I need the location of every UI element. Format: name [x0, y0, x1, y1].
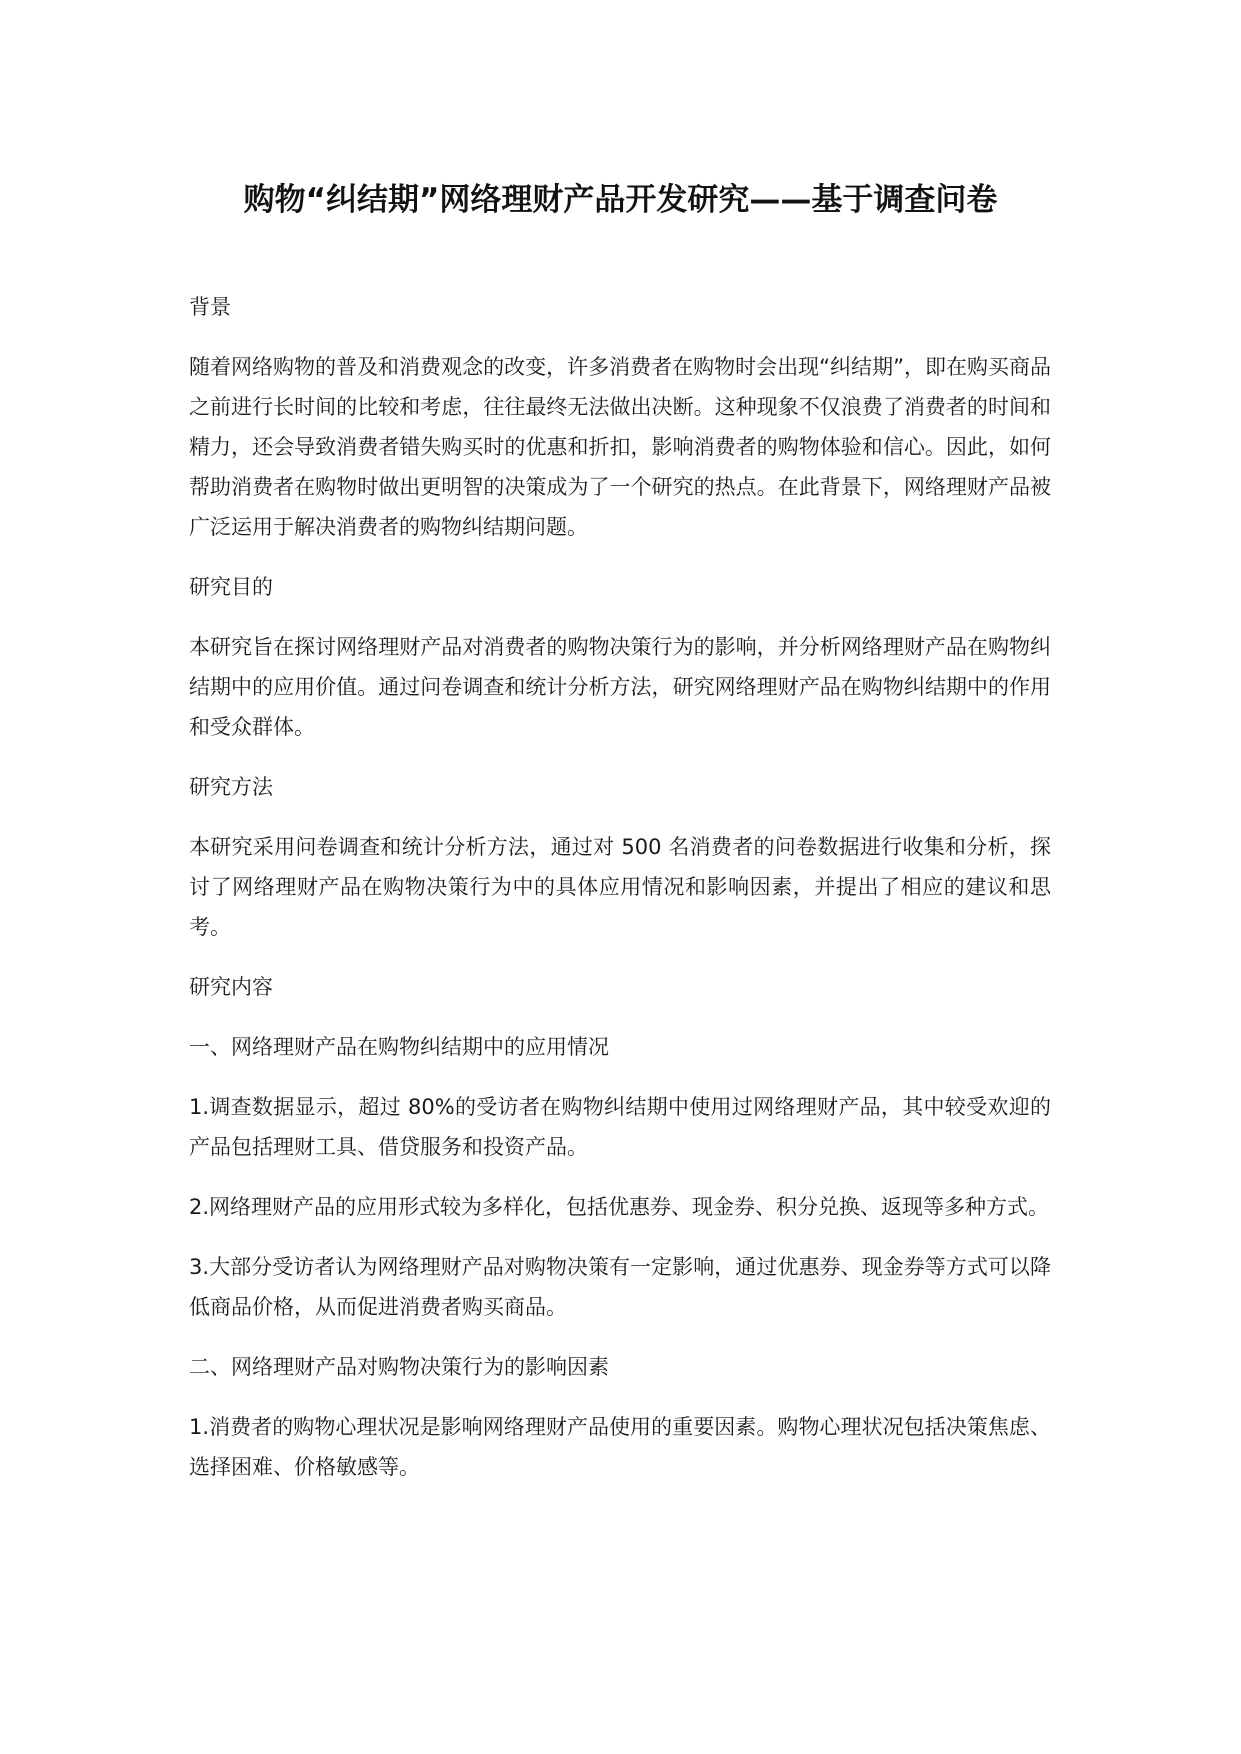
background-paragraph: 随着网络购物的普及和消费观念的改变，许多消费者在购物时会出现“纠结期”，即在购买商品之前进行长时间的比较和考虑，往往最终无法做出决断。这种现象不仅浪费了消费者的时间和精力，还会导致消费者错失购买时的优惠和折扣，影响消费者的购物体验和信心。因此，如何帮助消费者在购物时做出更明智的决策成为了一个研究的热点。在此背景下，网络理财产品被广泛运用于解决消费者的购物纠结期问题。: [189, 355, 1051, 539]
section-heading-background: 背景: [189, 295, 231, 319]
list-item-application-3: 3.大部分受访者认为网络理财产品对购物决策有一定影响，通过优惠券、现金券等方式可以降低商品价格，从而促进消费者购买商品。: [189, 1255, 1051, 1319]
section-heading-purpose: 研究目的: [189, 575, 273, 599]
list-item-application-2: 2.网络理财产品的应用形式较为多样化，包括优惠券、现金券、积分兑换、返现等多种方式。: [189, 1195, 1050, 1219]
document-body: [189, 287, 1051, 1487]
list-item-factors-1: 1.消费者的购物心理状况是影响网络理财产品使用的重要因素。购物心理状况包括决策焦虑、选择困难、价格敏感等。: [189, 1415, 1051, 1479]
section-heading-method: 研究方法: [189, 775, 273, 799]
purpose-paragraph: 本研究旨在探讨网络理财产品对消费者的购物决策行为的影响，并分析网络理财产品在购物纠结期中的应用价值。通过问卷调查和统计分析方法，研究网络理财产品在购物纠结期中的作用和受众群体。: [189, 635, 1051, 739]
method-paragraph: 本研究采用问卷调查和统计分析方法，通过对 500 名消费者的问卷数据进行收集和分析，探讨了网络理财产品在购物决策行为中的具体应用情况和影响因素，并提出了相应的建议和思考。: [189, 835, 1051, 939]
list-item-application-1: 1.调查数据显示，超过 80%的受访者在购物纠结期中使用过网络理财产品，其中较受欢迎的产品包括理财工具、借贷服务和投资产品。: [189, 1095, 1051, 1159]
subsection-heading-application: 一、网络理财产品在购物纠结期中的应用情况: [189, 1035, 609, 1059]
subsection-heading-factors: 二、网络理财产品对购物决策行为的影响因素: [189, 1355, 609, 1379]
section-heading-content: 研究内容: [189, 975, 273, 999]
document-title: 购物“纠结期”网络理财产品开发研究——基于调查问卷: [243, 182, 998, 218]
